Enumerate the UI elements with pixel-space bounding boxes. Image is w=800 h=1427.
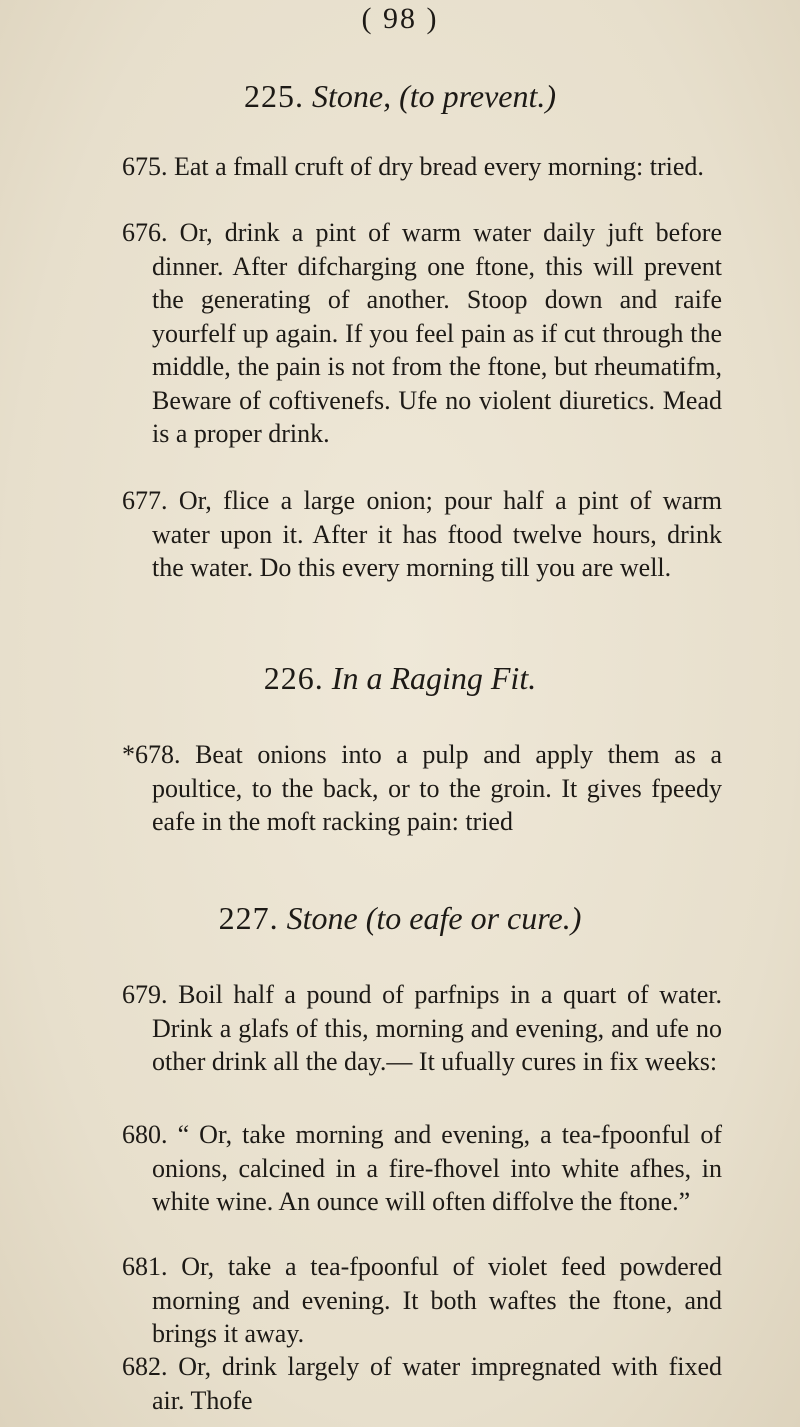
section-title: Stone, (to prevent.) [311,78,557,114]
entry-number: 680. [122,1120,168,1149]
entry-text: Eat a fmall cruft of dry bread every morning: tried. [174,152,704,181]
entry-678 [122,738,722,839]
entry-675 [122,150,722,184]
entry-text: Boil half a pound of parfnips in a quart of water. Drink a glafs of this, morning and evening, and ufe no other drink all the day.— It ufually cures in fix weeks: [152,980,723,1076]
entry-number: 682. [122,1352,168,1381]
entry-679 [122,978,722,1079]
section-title: Stone (to eafe or cure.) [286,900,582,936]
entry-676 [122,216,722,451]
section-heading-225 [0,78,800,115]
entry-text: Or, take a tea-fpoonful of violet feed powdered morning and evening. It both waftes the ftone, and brings it away. [152,1252,722,1348]
section-heading-226 [0,660,800,697]
entry-number: 676. [122,218,168,247]
entry-number: 681. [122,1252,168,1281]
entry-text: Or, drink largely of water impregnated with fixed air. Thofe [152,1352,723,1415]
entry-number: 675. [122,152,168,181]
section-heading-227 [0,900,800,937]
entry-text: Beat onions into a pulp and apply them as a poultice, to the back, or to the groin. It gives fpeedy eafe in the moft racking pain: tried [152,740,723,836]
entry-text: “ Or, take morning and evening, a tea-fpoonful of onions, calcined in a fire-fhovel into white afhes, in white wine. An ounce will often diffolve the ftone.” [152,1120,723,1216]
entry-number: 677. [122,486,168,515]
section-number: 225. [243,78,304,114]
entry-677 [122,484,722,585]
entry-text: Or, flice a large onion; pour half a pint of warm water upon it. After it has ftood twelve hours, drink the water. Do this every morning till you are well. [152,486,723,582]
section-number: 226. [263,660,324,696]
entry-number: *678. [122,740,181,769]
section-number: 227. [218,900,279,936]
entry-text: Or, drink a pint of warm water daily juft before dinner. After difcharging one ftone, this will prevent the generating of another. Stoop down and raife yourfelf up again. If you feel pain as if cut through the middle, the pain is not from the ftone, but rheumatifm, Beware of coftivenefs. Ufe no violent diuretics. Mead is a proper drink. [152,218,722,448]
section-title: In a Raging Fit. [331,660,537,696]
entry-682 [122,1350,722,1417]
page-number: ( 98 ) [361,2,439,35]
entry-680 [122,1118,722,1219]
entry-681 [122,1250,722,1351]
entry-number: 679. [122,980,168,1009]
